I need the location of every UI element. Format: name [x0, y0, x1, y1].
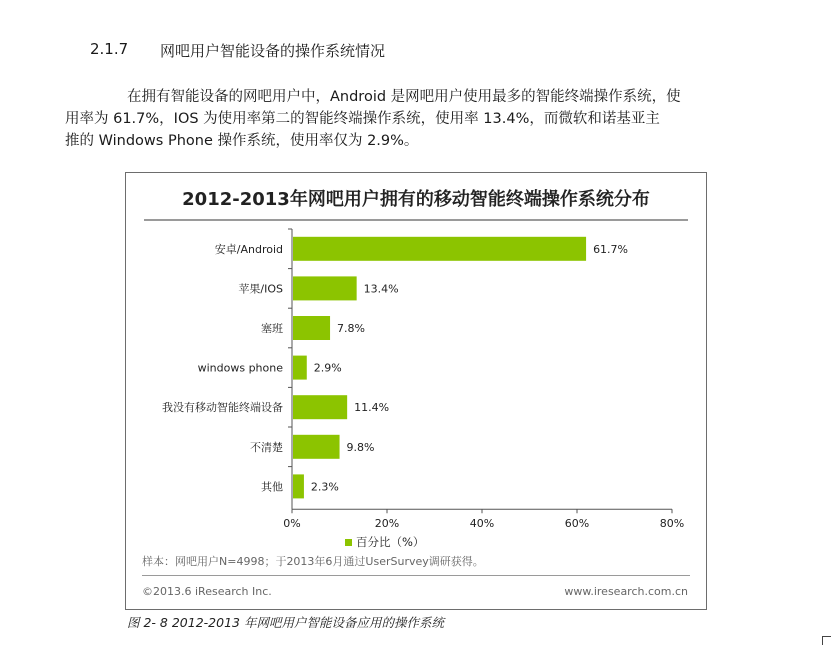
data-label: 2.3% — [310, 480, 339, 494]
data-label: 61.7% — [593, 242, 629, 256]
data-label: 7.8% — [337, 322, 366, 335]
x-tick-label: 0% — [283, 517, 301, 531]
data-label: 2.9% — [313, 361, 342, 375]
data-label: 13.4% — [363, 282, 399, 296]
chart-legend — [345, 534, 424, 550]
category-label: 其他 — [261, 480, 283, 494]
category-label: 安卓/Android — [214, 242, 283, 256]
bar — [293, 435, 340, 459]
x-tick-label: 80% — [659, 517, 685, 531]
corner-mark — [822, 636, 831, 645]
copyright: ©2013.6 iResearch Inc. — [142, 585, 272, 598]
website-url: www.iresearch.com.cn — [564, 585, 688, 598]
x-tick-label: 60% — [564, 517, 590, 531]
paragraph-line-3: 推的 Windows Phone 操作系统，使用率仅为 2.9%。 — [65, 133, 419, 149]
body-paragraph — [65, 86, 746, 152]
category-label: 苹果/IOS — [238, 282, 283, 296]
paragraph-line-1: 在拥有智能设备的网吧用户中，Android 是网吧用户使用最多的智能终端操作系统，使 — [127, 89, 681, 105]
paragraph-line-2: 用率为 61.7%，IOS 为使用率第二的智能终端操作系统，使用率 13.4%，而微软和诺基亚主 — [65, 111, 660, 127]
chart-title: 2012-2013年网吧用户拥有的移动智能终端操作系统分布 — [182, 189, 650, 210]
x-tick-label: 40% — [469, 517, 495, 531]
section-title: 网吧用户智能设备的操作系统情况 — [160, 42, 386, 60]
bar — [293, 316, 330, 340]
footer-divider — [142, 575, 690, 576]
bar — [293, 356, 307, 380]
category-label: windows phone — [197, 361, 283, 375]
source-note: 样本：网吧用户N=4998；于2013年6月通过UserSurvey调研获得。 — [142, 555, 484, 568]
bar — [293, 237, 586, 261]
data-label: 9.8% — [346, 440, 375, 454]
category-label: 我没有移动智能终端设备 — [162, 401, 283, 415]
category-label: 不清楚 — [250, 440, 283, 454]
category-label: 塞班 — [261, 322, 283, 335]
bar — [293, 395, 347, 419]
section-number: 2.1.7 — [90, 40, 129, 58]
bar — [293, 276, 357, 300]
x-tick-label: 20% — [374, 517, 400, 531]
legend-label: 百分比（%） — [356, 535, 425, 549]
bar — [293, 474, 304, 498]
data-label: 11.4% — [354, 401, 390, 415]
chart-figure — [125, 172, 707, 610]
legend-swatch — [345, 539, 352, 546]
figure-caption: 图 2- 8 2012-2013 年网吧用户智能设备应用的操作系统 — [127, 615, 444, 630]
